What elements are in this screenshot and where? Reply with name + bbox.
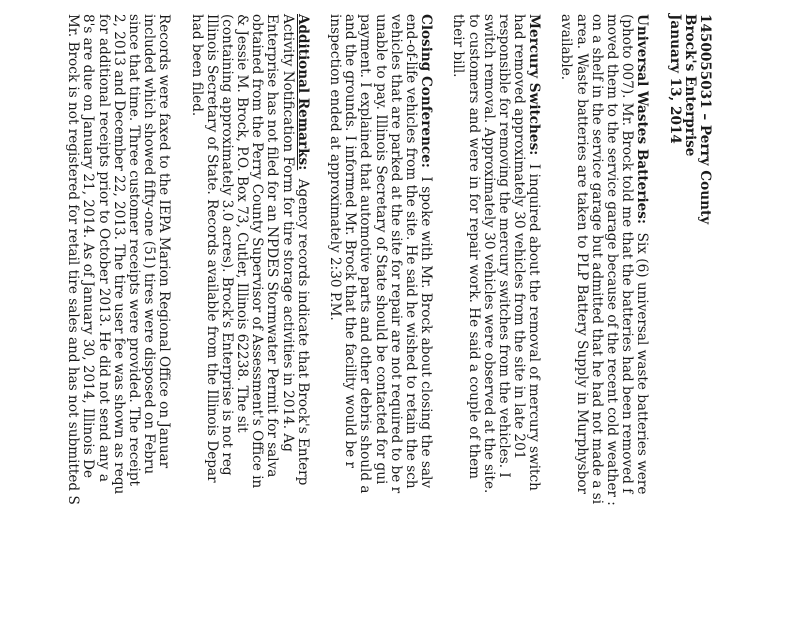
paragraph-line: Illinois Secretary of State. Records available from the Illinois Depar (203, 14, 220, 483)
paragraph-line: included which showed fifty-one (51) tires were disposed on Febru (141, 14, 158, 475)
paragraph-line: Mr. Brock is not registered for retail tire sales and has not submitted S (65, 14, 82, 505)
paragraph-line: had been filed. (188, 14, 205, 117)
paragraph-mercury-switches (450, 14, 541, 578)
paragraph-line: obtained from the Perry County Supervisor of Assessment's Office in (249, 14, 266, 489)
header-line-2: Brock's Enterprise (681, 14, 698, 157)
paragraph-line: had removed approximately 30 vehicles from the site in late 201 (511, 14, 528, 460)
paragraph-line: available. (558, 14, 575, 81)
paragraph-line: Agency records indicate that Brock's Enterp (294, 170, 311, 486)
paragraph-line: unable to pay. Illinois Secretary of State should be contacted for gui (372, 14, 389, 485)
paragraph-closing-conference (327, 14, 433, 578)
paragraph-line: on a shelf in the service garage but admitted that he had not made a si (588, 14, 605, 505)
paragraph-line: inspection ended at approximately 2:30 P.M. (327, 14, 344, 321)
paragraph-line: moved them to the service garage because of the recent cold weather : (604, 14, 621, 506)
paragraph-line: vehicles that are parked at the site for repair are not required to be r (387, 14, 404, 494)
header-line-1: 1450055031 – Perry County (697, 14, 713, 225)
paragraph-records (65, 14, 171, 578)
paragraph-line: I inquired about the removal of mercury switch (526, 155, 543, 491)
paragraph-line: payment. I explained that automotive parts and other debris should a (357, 14, 374, 494)
paragraph-line: to customers and were in for repair work. He said a couple of them (465, 14, 482, 480)
document-header (666, 14, 712, 578)
paragraph-universal-wastes (558, 14, 649, 578)
paragraph-heading: Mercury Switches: (526, 14, 543, 156)
paragraph-heading: Additional Remarks: (294, 14, 311, 171)
paragraph-line: area. Waste batteries are taken to PLP Battery Supply in Murphysbor (573, 14, 590, 495)
paragraph-line: (containing approximately 3.0 acres). Brock's Enterprise is not reg (218, 14, 235, 476)
paragraph-line: (photo 007). Mr. Brock told me that the batteries had been removed f (619, 14, 636, 494)
paragraph-line: responsible for removing the mercury switches from the vehicles. I (495, 14, 512, 478)
header-line-3: January 13, 2014 (666, 14, 683, 144)
paragraph-line: for additional receipts prior to October 2013. He did not send any a (95, 14, 112, 482)
paragraph-line: & Jessie M. Brock, P.O. Box 73, Cutler, Illinois 62238. The sit (234, 14, 251, 433)
paragraph-line: and the grounds. I informed Mr. Brock that the facility would be r (342, 14, 359, 469)
paragraph-line: Six (6) universal waste batteries were (634, 223, 651, 495)
paragraph-additional-remarks (188, 14, 310, 578)
paragraph-line: 8's are due on January 21, 2014. As of January 30, 2014, Illinois De (80, 14, 97, 479)
paragraph-line: their bill. (450, 14, 467, 78)
paragraph-line: I spoke with Mr. Brock about closing the salv (418, 167, 435, 489)
paragraph-line: Enterprise has not filed for an NPDES Stormwater Permit for salva (264, 14, 281, 478)
paragraph-line: end-of-life vehicles from the site. He said he wished to retain the sch (403, 14, 419, 489)
paragraph-line: switch removal. Approximately 30 vehicles were observed at the site. (480, 14, 497, 494)
paragraph-heading: Closing Conference: (418, 14, 435, 168)
paragraph-line: Activity Notification Form for tire storage activities in 2014. Ag (279, 14, 296, 452)
paragraph-heading: Universal Wastes Batteries: (634, 14, 651, 224)
paragraph-line: Records were faxed to the IEPA Marion Regional Office on Januar (156, 14, 173, 469)
paragraph-line: 2, 2013 and December 22, 2013. The tire user fee was shown as requ (110, 14, 127, 495)
paragraph-line: since that time. Three customer receipts were provided. The receipt (126, 14, 142, 486)
